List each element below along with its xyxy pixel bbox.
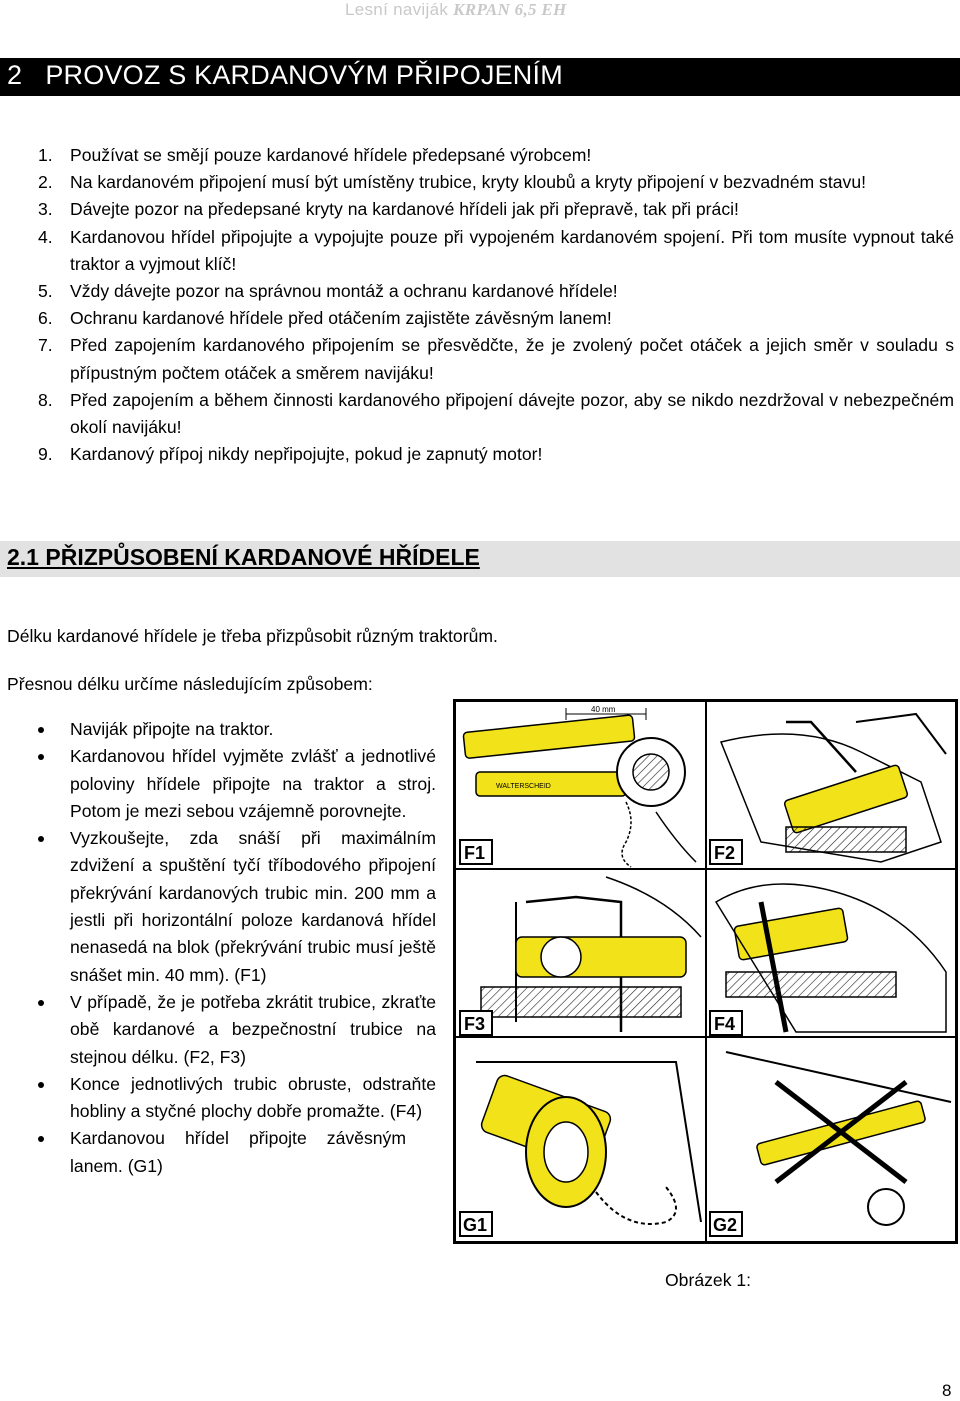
safety-rules-list [0,142,960,468]
panel-label-g2: G2 [713,1215,738,1235]
panel-label-f3: F3 [464,1014,486,1034]
step-item: V případě, že je potřeba zkrátit trubice, zkraťte obě kardanové a bezpečnostní trubice na stejnou délku. (F2, F3) [0,989,440,1071]
rule-number: 8. [38,389,53,410]
rule-item [0,387,960,441]
step-item: Konce jednotlivých trubic obruste, odstraňte hobliny a styčné plochy dobře promažte. (F4) [0,1071,440,1126]
rule-item [0,332,960,386]
panel-f1-drawing [463,705,696,867]
rule-text: Dávejte pozor na předepsané kryty na kardanové hřídeli jak při přepravě, tak při práci! [70,199,739,220]
panel-g1-drawing [476,1062,701,1224]
rule-number: 4. [38,226,53,247]
header-prefix: Lesní naviják [345,0,449,19]
section-heading-bar [0,541,960,577]
pto-shaft-illustration [453,699,958,1244]
rule-item [0,169,960,196]
rule-text: Kardanový přípoj nikdy nepřipojujte, pokud je zapnutý motor! [70,444,543,465]
rule-text: Před zapojením kardanového připojením se přesvědčte, že je zvolený počet otáček a jejich směr v souladu s přípustným počtem otáček a směrem navijáku! [70,335,954,383]
intro-paragraph: Délku kardanové hřídele je třeba přizpůsobit různým traktorům. [7,626,498,646]
rule-text: Používat se smějí pouze kardanové hřídele předepsané výrobcem! [70,145,592,165]
rule-item [0,278,960,305]
figure-caption: Obrázek 1: [665,1270,752,1290]
panel-label-g1: G1 [463,1215,488,1235]
steps-list [0,716,440,1180]
panel-label-f1: F1 [464,843,486,863]
rule-number: 9. [38,444,53,465]
panel-f4-drawing [716,884,946,1032]
step-item: Kardanovou hřídel připojte závěsným lanem. (G1) [0,1125,440,1180]
rule-number: 6. [38,308,53,329]
rule-item [0,441,960,468]
step-item: Kardanovou hřídel vyjměte zvlášť a jednotlivé poloviny hřídele připojte na traktor a stroj. Potom je mezi sebou vzájemně porovnejte. [0,743,440,825]
step-item: Vyzkoušejte, zda snáší při maximálním zdvižení a spuštění tyčí tříbodového připojení překrývání kardanových trubic min. 200 mm a jestli při horizontální poloze kardanová hřídel nenasedá na blok (překrývání trubic musí ještě snášet min. 40 mm). (F1) [0,825,440,989]
brand-marking: WALTERSCHEID [496,783,551,790]
chapter-heading-bar [0,58,960,96]
panel-g2-drawing [726,1052,951,1225]
header-model: KRPAN 6,5 EH [453,0,567,19]
rule-number: 2. [38,172,53,193]
rule-text: Vždy dávejte pozor na správnou montáž a ochranu kardanové hřídele! [70,281,618,302]
rule-item [0,305,960,332]
chapter-title: 2 PROVOZ S KARDANOVÝM PŘIPOJENÍM [7,60,563,90]
section-title: 2.1 PŘIZPŮSOBENÍ KARDANOVÉ HŘÍDELE [7,544,480,570]
step-item: Naviják připojte na traktor. [0,716,440,743]
panel-label-f4: F4 [714,1014,736,1034]
running-header [345,0,567,20]
rule-number: 7. [38,335,53,356]
page-number: 8 [942,1381,952,1400]
rule-item [0,142,960,169]
rule-item [0,196,960,223]
rule-number: 3. [38,199,53,220]
rule-text: Před zapojením a během činnosti kardanového připojení dávejte pozor, aby se nikdo nezdržoval v nebezpečném okolí navijáku! [70,389,954,438]
rule-item [0,224,960,278]
rule-text: Ochranu kardanové hřídele před otáčením zajistěte závěsným lanem! [70,308,612,329]
rule-text: Kardanovou hřídel připojujte a vypojujte pouze při vypojeném kardanovém spojení. Při tom musíte vypnout také traktor a vyjmout klíč! [70,226,954,274]
rule-text: Na kardanovém připojení musí být umístěny trubice, kryty kloubů a kryty připojení v bezvadném stavu! [70,172,866,193]
panel-label-f2: F2 [714,843,736,863]
rule-number: 1. [38,145,53,165]
dimension-label: 40 mm [591,705,616,714]
panel-f3-drawing [481,877,701,1032]
panel-f2-drawing [721,714,946,862]
method-intro-paragraph: Přesnou délku určíme následujícím způsobem: [7,674,373,694]
rule-number: 5. [38,281,53,302]
